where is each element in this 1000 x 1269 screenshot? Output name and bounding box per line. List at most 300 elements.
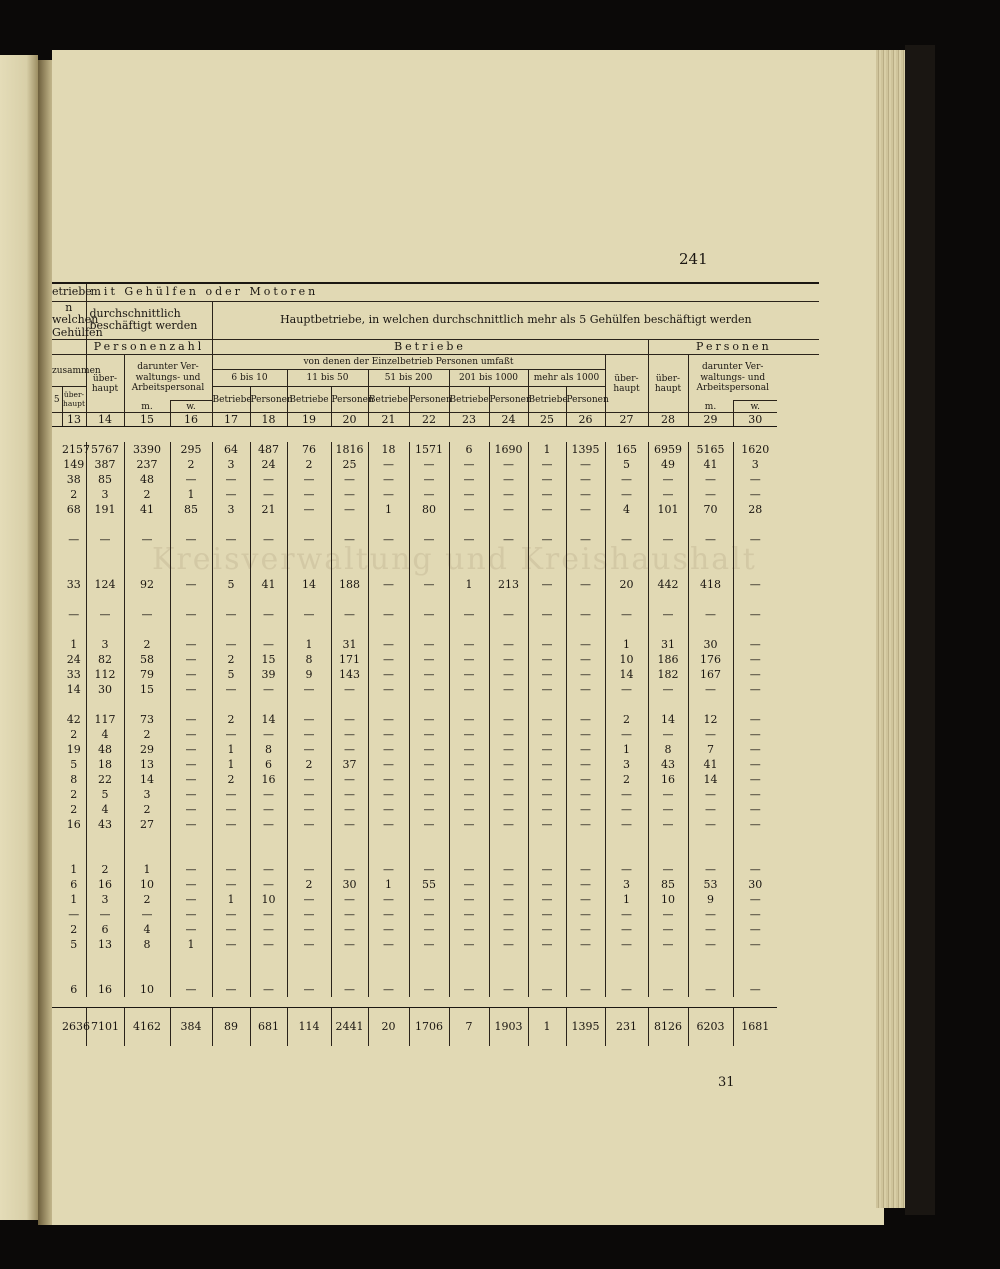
column-number-row (52, 413, 819, 427)
table-cell (170, 622, 212, 637)
table-cell: — (566, 532, 605, 547)
header-betriebe-left: etriebe (52, 283, 86, 301)
table-cell (449, 967, 489, 982)
table-cell: 39 (250, 667, 287, 682)
table-cell: 3 (733, 457, 777, 472)
table-cell: 16 (250, 772, 287, 787)
table-cell: 20 (605, 577, 648, 592)
table-cell: 48 (124, 472, 170, 487)
total-cell: 231 (605, 1008, 648, 1047)
total-cell: 20 (368, 1008, 409, 1047)
table-cell (124, 547, 170, 562)
table-cell: — (368, 892, 409, 907)
table-cell: — (566, 487, 605, 502)
table-cell: 27 (124, 817, 170, 832)
table-cell: — (368, 862, 409, 877)
table-cell (688, 952, 733, 967)
table-cell: — (250, 472, 287, 487)
table-cell: — (489, 862, 528, 877)
table-cell: — (287, 982, 331, 997)
table-row (52, 982, 819, 997)
table-cell: — (566, 652, 605, 667)
table-cell: 2 (70, 802, 78, 816)
table-cell: — (368, 982, 409, 997)
table-cell (331, 832, 368, 847)
table-cell (86, 697, 124, 712)
table-cell: — (566, 712, 605, 727)
table-cell: — (287, 802, 331, 817)
table-cell: 38 (66, 472, 81, 486)
table-cell: — (528, 862, 566, 877)
table-cell: 2 (212, 772, 250, 787)
table-cell: — (331, 532, 368, 547)
table-cell: — (648, 802, 688, 817)
table-cell: — (331, 892, 368, 907)
table-cell: — (287, 727, 331, 742)
total-cell: 1706 (409, 1008, 449, 1047)
table-body (52, 442, 819, 997)
table-cell (368, 622, 409, 637)
table-cell: 213 (489, 577, 528, 592)
table-cell: — (449, 937, 489, 952)
table-cell: — (170, 757, 212, 772)
sub-personen-2: Personen (331, 387, 368, 413)
table-cell: — (409, 772, 449, 787)
table-cell: — (733, 982, 777, 997)
table-cell: 6 (86, 922, 124, 937)
total-cell: 89 (212, 1008, 250, 1047)
table-cell: — (368, 802, 409, 817)
table-cell: 124 (86, 577, 124, 592)
table-cell (250, 832, 287, 847)
table-cell: 14 (66, 682, 81, 696)
table-cell (733, 967, 777, 982)
table-cell: — (331, 982, 368, 997)
table-cell: — (566, 667, 605, 682)
table-cell: — (287, 862, 331, 877)
table-row (52, 697, 819, 712)
table-cell (566, 592, 605, 607)
table-cell: — (331, 742, 368, 757)
table-cell: — (688, 907, 733, 922)
table-cell: — (489, 877, 528, 892)
table-cell (648, 517, 688, 532)
table-cell: 25 (331, 457, 368, 472)
table-cell: 19 (66, 742, 81, 756)
table-cell: — (368, 757, 409, 772)
table-cell: — (528, 637, 566, 652)
table-cell: — (368, 637, 409, 652)
table-cell: 31 (331, 637, 368, 652)
table-cell: — (409, 652, 449, 667)
table-cell: 2 (124, 802, 170, 817)
table-cell: — (566, 877, 605, 892)
table-cell (62, 547, 86, 562)
table-cell: 2 (124, 487, 170, 502)
table-cell (124, 562, 170, 577)
table-cell: — (331, 727, 368, 742)
table-row (52, 922, 819, 937)
table-row (52, 577, 819, 592)
table-cell: — (287, 892, 331, 907)
col-number: 21 (368, 413, 409, 427)
table-cell (489, 547, 528, 562)
table-cell: — (368, 922, 409, 937)
table-cell: — (170, 727, 212, 742)
table-cell: — (489, 742, 528, 757)
table-cell: — (566, 742, 605, 757)
table-cell (331, 697, 368, 712)
table-cell (733, 517, 777, 532)
table-cell: — (368, 742, 409, 757)
table-cell: — (86, 607, 124, 622)
table-cell: 4 (124, 922, 170, 937)
table-cell: — (733, 907, 777, 922)
table-cell (449, 832, 489, 847)
table-cell (605, 562, 648, 577)
table-cell: — (368, 787, 409, 802)
table-cell (409, 697, 449, 712)
table-cell: — (605, 937, 648, 952)
table-cell: — (605, 922, 648, 937)
table-cell: — (331, 937, 368, 952)
table-cell: 14 (605, 667, 648, 682)
sub-betriebe-3: Betriebe (368, 387, 409, 413)
table-cell: — (489, 757, 528, 772)
table-cell: — (331, 802, 368, 817)
table-cell: 8 (250, 742, 287, 757)
table-cell: 3 (86, 487, 124, 502)
table-cell (331, 547, 368, 562)
table-cell: 1 (605, 742, 648, 757)
table-cell (688, 847, 733, 862)
table-cell: — (212, 922, 250, 937)
table-cell (212, 697, 250, 712)
table-cell: — (489, 637, 528, 652)
table-cell: — (528, 937, 566, 952)
table-cell: — (489, 712, 528, 727)
table-cell: 16 (86, 982, 124, 997)
table-cell: 30 (733, 877, 777, 892)
table-cell: 2 (70, 727, 78, 741)
table-cell: — (331, 772, 368, 787)
statistics-table (52, 282, 819, 1046)
range-over-1000: mehr als 1000 (528, 370, 605, 387)
table-cell: 487 (250, 442, 287, 457)
table-cell: 10 (124, 982, 170, 997)
table-cell: 1690 (489, 442, 528, 457)
sub-personen-3: Personen (409, 387, 449, 413)
table-cell: 41 (250, 577, 287, 592)
table-cell (62, 517, 86, 532)
header-darunter-right: darunter Ver- waltungs- und Arbeitspersonal (688, 355, 777, 401)
table-cell (733, 622, 777, 637)
table-cell: — (287, 787, 331, 802)
table-cell (124, 697, 170, 712)
table-cell: 28 (733, 502, 777, 517)
table-cell: — (212, 877, 250, 892)
table-cell: — (124, 907, 170, 922)
table-cell (605, 697, 648, 712)
table-cell (170, 952, 212, 967)
col-number: 23 (449, 413, 489, 427)
table-row (52, 967, 819, 982)
table-cell: 64 (212, 442, 250, 457)
table-cell: 6 (449, 442, 489, 457)
table-cell: — (170, 607, 212, 622)
col-number: 17 (212, 413, 250, 427)
table-cell (287, 562, 331, 577)
table-cell: — (528, 907, 566, 922)
table-cell (489, 622, 528, 637)
table-cell: — (368, 532, 409, 547)
table-cell (566, 847, 605, 862)
table-cell: — (648, 862, 688, 877)
table-cell: 14 (287, 577, 331, 592)
table-cell: 112 (86, 667, 124, 682)
table-cell: 171 (331, 652, 368, 667)
table-cell: — (368, 652, 409, 667)
table-cell: 9 (688, 892, 733, 907)
table-cell (62, 967, 86, 982)
sub-betriebe-5: Betriebe (528, 387, 566, 413)
table-cell: — (528, 532, 566, 547)
table-cell (250, 592, 287, 607)
table-cell: — (287, 607, 331, 622)
table-cell: 2 (70, 487, 78, 501)
table-cell: — (733, 802, 777, 817)
table-cell (528, 832, 566, 847)
table-cell: — (566, 892, 605, 907)
table-cell: 70 (688, 502, 733, 517)
table-cell: — (489, 487, 528, 502)
sub-betriebe-1: Betriebe (212, 387, 250, 413)
range-201-1000: 201 bis 1000 (449, 370, 528, 387)
table-cell: — (648, 937, 688, 952)
table-cell (409, 622, 449, 637)
table-cell (489, 967, 528, 982)
table-cell (409, 562, 449, 577)
table-cell: 2 (70, 787, 78, 801)
table-cell: — (212, 727, 250, 742)
table-cell: — (170, 652, 212, 667)
table-cell: — (170, 817, 212, 832)
table-cell: — (287, 682, 331, 697)
table-cell: 2 (605, 712, 648, 727)
table-cell: — (287, 712, 331, 727)
table-cell (528, 517, 566, 532)
table-cell: — (170, 742, 212, 757)
table-cell: — (688, 682, 733, 697)
table-cell (409, 967, 449, 982)
table-cell (86, 967, 124, 982)
table-cell: 4 (86, 802, 124, 817)
table-cell: — (733, 472, 777, 487)
table-row (52, 772, 819, 787)
table-cell: — (489, 982, 528, 997)
table-cell: — (287, 937, 331, 952)
table-cell: — (68, 907, 80, 921)
table-cell: 30 (688, 637, 733, 652)
table-cell: — (170, 682, 212, 697)
table-cell: 2 (70, 922, 78, 936)
table-cell: — (489, 937, 528, 952)
table-cell: — (287, 742, 331, 757)
table-cell: 6 (250, 757, 287, 772)
table-cell: — (212, 787, 250, 802)
table-cell (688, 967, 733, 982)
table-cell: 9 (287, 667, 331, 682)
table-cell: — (368, 607, 409, 622)
table-cell: 8 (124, 937, 170, 952)
table-row (52, 622, 819, 637)
col-number: 20 (331, 413, 368, 427)
table-cell (688, 832, 733, 847)
table-cell (605, 967, 648, 982)
table-cell (250, 697, 287, 712)
table-cell: — (287, 532, 331, 547)
total-cell: 1903 (489, 1008, 528, 1047)
table-cell: 82 (86, 652, 124, 667)
table-cell (733, 547, 777, 562)
table-cell: 14 (124, 772, 170, 787)
table-cell (733, 952, 777, 967)
table-cell: — (733, 607, 777, 622)
table-cell: — (409, 757, 449, 772)
table-cell (212, 967, 250, 982)
table-cell: 5 (70, 757, 78, 771)
table-cell: 43 (648, 757, 688, 772)
table-cell: 30 (331, 877, 368, 892)
table-cell: — (409, 577, 449, 592)
sub-personen-4: Personen (489, 387, 528, 413)
table-cell: 16 (648, 772, 688, 787)
table-cell: 5 (70, 937, 78, 951)
table-cell (170, 547, 212, 562)
table-cell: — (528, 982, 566, 997)
table-cell (733, 592, 777, 607)
table-cell: — (368, 472, 409, 487)
table-cell (409, 847, 449, 862)
table-cell (449, 847, 489, 862)
table-cell: — (528, 682, 566, 697)
table-cell: — (287, 772, 331, 787)
table-row (52, 712, 819, 727)
table-row (52, 877, 819, 892)
table-row (52, 652, 819, 667)
table-cell: — (688, 817, 733, 832)
table-cell: — (287, 487, 331, 502)
table-cell: — (605, 487, 648, 502)
table-cell (566, 832, 605, 847)
table-cell (688, 622, 733, 637)
table-cell (250, 547, 287, 562)
table-cell (124, 847, 170, 862)
table-cell (250, 517, 287, 532)
table-cell: 30 (86, 682, 124, 697)
table-cell (489, 592, 528, 607)
table-row (52, 637, 819, 652)
table-cell: — (648, 907, 688, 922)
table-cell: — (605, 472, 648, 487)
table-row (52, 892, 819, 907)
table-cell (212, 952, 250, 967)
table-row (52, 607, 819, 622)
table-cell: — (368, 937, 409, 952)
table-cell: 165 (605, 442, 648, 457)
header-ueberhaupt-left: über- haupt (86, 355, 124, 413)
table-cell: — (566, 772, 605, 787)
table-cell: 1 (368, 877, 409, 892)
header-personen: Personen (648, 340, 819, 355)
table-cell: — (212, 637, 250, 652)
table-cell: — (733, 712, 777, 727)
table-cell: — (409, 472, 449, 487)
total-cell: 114 (287, 1008, 331, 1047)
table-cell: — (688, 472, 733, 487)
table-cell: — (733, 727, 777, 742)
table-cell: 101 (648, 502, 688, 517)
book-cover (905, 45, 935, 1215)
table-cell: 37 (331, 757, 368, 772)
table-cell: — (368, 667, 409, 682)
table-cell: — (605, 817, 648, 832)
table-cell (566, 952, 605, 967)
table-cell: 55 (409, 877, 449, 892)
table-cell (287, 847, 331, 862)
total-cell: 1681 (733, 1008, 777, 1047)
table-cell (62, 832, 86, 847)
table-cell (86, 562, 124, 577)
table-cell: — (368, 817, 409, 832)
table-cell: 2 (124, 892, 170, 907)
total-cell: 681 (250, 1008, 287, 1047)
table-cell (566, 622, 605, 637)
table-cell: 2 (170, 457, 212, 472)
table-cell (528, 592, 566, 607)
table-cell: — (733, 742, 777, 757)
table-cell: 1 (605, 637, 648, 652)
table-cell: 24 (66, 652, 81, 666)
table-cell: — (250, 817, 287, 832)
table-row (52, 787, 819, 802)
table-cell: 85 (648, 877, 688, 892)
table-cell: 3 (212, 457, 250, 472)
table-cell: — (449, 892, 489, 907)
header-w-left: w. (170, 401, 212, 413)
header-left-gehuelfen: n welchen Gehülfen (52, 300, 103, 339)
table-cell (212, 622, 250, 637)
table-cell: — (528, 742, 566, 757)
table-cell: — (733, 922, 777, 937)
table-row (52, 682, 819, 697)
table-cell: 31 (648, 637, 688, 652)
table-cell: — (528, 457, 566, 472)
table-cell (62, 622, 86, 637)
table-cell: — (566, 577, 605, 592)
table-cell: — (287, 502, 331, 517)
table-cell (86, 847, 124, 862)
table-cell: — (605, 607, 648, 622)
table-cell (489, 832, 528, 847)
table-row (52, 832, 819, 847)
table-cell: — (528, 712, 566, 727)
table-cell: 13 (124, 757, 170, 772)
table-cell: — (688, 532, 733, 547)
table-cell: — (449, 907, 489, 922)
table-cell: — (331, 607, 368, 622)
table-cell (368, 697, 409, 712)
